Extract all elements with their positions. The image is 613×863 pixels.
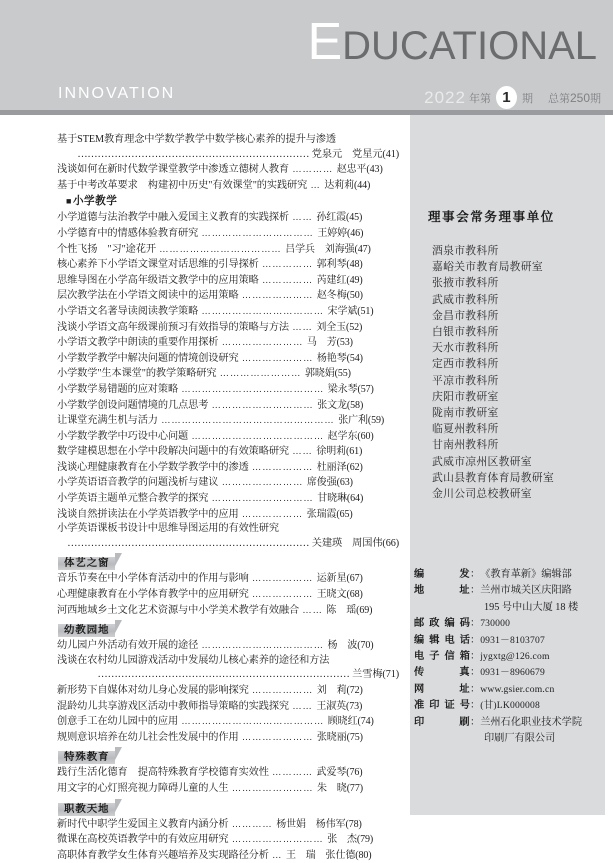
toc-entry-title: 规则意识培养在幼儿社会性发展中的作用 xyxy=(57,731,239,743)
toc-leader-dots: ……………………………… xyxy=(155,243,286,254)
toc-entry-continuation[interactable] xyxy=(57,148,399,163)
toc-leader-dots: …………………………………… xyxy=(178,716,328,727)
imprint-separator: ： xyxy=(470,651,481,663)
imprint-value: (甘)LK000008 xyxy=(480,700,540,712)
toc-entry-author-page: 兰雪梅(71) xyxy=(349,669,399,681)
board-member-list xyxy=(432,243,554,502)
toc-entry-author-page: 刘 莉(72) xyxy=(316,685,363,696)
toc-entry-author-page: 宋学斌(51) xyxy=(327,305,374,317)
toc-entry[interactable] xyxy=(57,273,399,289)
toc-entry-title: 数学建模思想在小学中段解决问题中的有效策略研究 xyxy=(57,446,290,458)
toc-entry-title: 小学英语语音教学的问题浅析与建议 xyxy=(57,477,219,489)
toc-entry[interactable] xyxy=(57,832,399,848)
toc-entry[interactable] xyxy=(57,210,399,226)
toc-entry-author-page: 张晓丽(75) xyxy=(316,731,363,743)
toc-entry-author-page: 运新星(67) xyxy=(316,573,363,585)
toc-entry-title: 浅谈心理健康教育在小学数学教学中的渗透 xyxy=(57,461,249,473)
banner-tail-icon xyxy=(115,620,122,633)
toc-entry-title: 高职体育教学女生体育兴趣培养及实现路径分析 xyxy=(57,849,269,861)
toc-leader-dots: ………… xyxy=(228,818,277,829)
imprint-separator: ： xyxy=(470,716,481,728)
toc-entry-title: 小学语文名著导读阅读教学策略 xyxy=(57,305,199,317)
toc-entry-author-page: 马 芳(53) xyxy=(306,337,353,349)
imprint-separator: ： xyxy=(470,700,481,712)
imprint-separator: ： xyxy=(470,683,481,695)
board-member: 酒泉市教科所 xyxy=(432,245,499,257)
toc-entry-title: 新时代中职学生爱国主义教育内涵分析 xyxy=(57,818,229,830)
toc-leader-dots: …………… xyxy=(258,274,317,285)
toc-leader-dots: ………… xyxy=(268,767,317,778)
issue-year-suffix: 年第 xyxy=(468,92,491,105)
imprint-label: 编 发 xyxy=(414,569,470,580)
toc-entry-title: 思维导图在小学高年级语文教学中的应用策略 xyxy=(57,274,259,286)
toc-entry-author-page: 赵冬梅(50) xyxy=(316,290,363,302)
imprint-separator: ： xyxy=(470,667,481,679)
journal-title-rest: DUCATIONAL xyxy=(342,24,597,68)
issue-year: 2022 xyxy=(424,87,466,107)
board-member: 平凉市教科所 xyxy=(432,374,499,387)
toc-entry-title: 创意手工在幼儿园中的应用 xyxy=(57,716,179,728)
toc-entry[interactable] xyxy=(57,226,399,242)
toc-entry[interactable] xyxy=(57,162,399,178)
toc-entry-author-page: 赵忠平(43) xyxy=(336,164,383,176)
toc-entry-title: 小学数学易错题的应对策略 xyxy=(57,383,179,395)
toc-entry-author-page: 杜丽泽(62) xyxy=(316,461,363,473)
imprint-row xyxy=(414,665,604,681)
toc-entry-author-page: 陈 瑶(69) xyxy=(326,604,373,616)
imprint-block xyxy=(414,567,604,747)
section-banner-row xyxy=(57,618,399,638)
toc-entry-author-page: 甘晓琳(64) xyxy=(317,493,364,505)
toc-entry-continuation[interactable] xyxy=(57,537,399,552)
section-heading-label: 小学教学 xyxy=(72,196,118,208)
imprint-label: 编辑电话 xyxy=(414,634,470,646)
toc-entry-author-page: 郭利琴(48) xyxy=(316,259,363,271)
toc-entry-author-page: 郭晓娟(55) xyxy=(304,368,351,380)
toc-entry-title: 新形势下自媒体对幼儿身心发展的影响探究 xyxy=(57,685,249,696)
imprint-row xyxy=(414,715,604,731)
section-banner-row xyxy=(57,551,399,571)
toc-leader-dots: …………………… xyxy=(228,782,317,793)
toc-entry-title: 小学英语课板书设计中思维导图运用的有效性研究 xyxy=(57,523,279,535)
toc-entry-author-page: 杨 波(70) xyxy=(327,640,374,652)
toc-entry[interactable] xyxy=(57,366,399,382)
banner-tail-icon xyxy=(115,747,122,760)
imprint-value: 兰州石化职业技术学院 xyxy=(480,716,583,728)
toc-entry[interactable] xyxy=(57,257,399,273)
imprint-separator: ： xyxy=(470,569,481,580)
toc-entry-title: 微课在高校英语教学中的有效应用研究 xyxy=(57,834,229,846)
toc-entry[interactable] xyxy=(57,382,399,398)
toc-entry[interactable] xyxy=(57,765,399,781)
toc-entry[interactable] xyxy=(57,848,399,863)
toc-entry[interactable] xyxy=(57,683,399,699)
imprint-value: 730000 xyxy=(480,618,511,630)
issue-line xyxy=(424,86,601,109)
toc-leader-dots: ……………………… xyxy=(228,834,328,845)
toc-entry-title: 让课堂充满生机与活力 xyxy=(57,415,158,427)
imprint-label: 准印证号 xyxy=(414,700,470,712)
toc-leader-dots: ………………………… xyxy=(208,493,318,504)
toc-leader-dots: ……………………………………………………………… xyxy=(67,537,310,549)
toc-entry-continuation[interactable] xyxy=(57,668,399,683)
toc-leader-dots: ……………… xyxy=(248,573,317,584)
toc-entry[interactable] xyxy=(57,351,399,367)
toc-entry-author-page: 徐明莉(61) xyxy=(316,446,363,458)
toc-entry-title: 幼儿园户外活动有效开展的途径 xyxy=(57,640,199,652)
board-member: 陇南市教研室 xyxy=(432,407,499,420)
toc-entry-title: 混龄幼儿共享游戏区活动中教师指导策略的实践探究 xyxy=(57,700,290,712)
toc-leader-dots: …… xyxy=(289,321,317,332)
toc-entry[interactable] xyxy=(57,507,399,523)
section-banner-label: 特殊教育 xyxy=(58,751,115,764)
board-member: 白银市教科所 xyxy=(432,326,499,339)
toc-entry-title: 浅谈自然拼读法在小学英语教学中的应用 xyxy=(57,508,239,520)
issue-number-badge: 1 xyxy=(496,86,517,109)
imprint-value: 《教育革新》编辑部 xyxy=(480,569,572,580)
imprint-separator: ： xyxy=(470,618,481,630)
section-banner-label: 体艺之窗 xyxy=(58,557,115,570)
imprint-row xyxy=(414,583,604,599)
toc-leader-dots: …………………… xyxy=(218,337,307,348)
toc-entry-author-page: 党泉元 党星元(41) xyxy=(309,148,399,160)
toc-entry-author-page: 孙红霞(45) xyxy=(316,212,363,224)
toc-entry-title: 浅谈在农村幼儿园游戏活动中发展幼儿核心素养的途径和方法 xyxy=(57,654,330,666)
section-banner-row xyxy=(57,797,399,817)
imprint-value-continuation: 195 号中山大厦 18 楼 xyxy=(484,601,579,613)
toc-leader-dots: …… xyxy=(289,446,317,457)
toc-entry[interactable] xyxy=(57,714,399,730)
toc-entry-title: 浅谈如何在新时代数学课堂教学中渗透立德树人教育 xyxy=(57,164,290,176)
toc-entry-author-page: 芮建红(49) xyxy=(316,274,363,286)
toc-entry[interactable] xyxy=(57,522,399,537)
toc-leader-dots: …………………………………… xyxy=(178,383,328,394)
imprint-value: 兰州市城关区庆阳路 xyxy=(480,585,572,597)
toc-entry-title: 核心素养下小学语文课堂对话思维的引导探析 xyxy=(57,259,259,271)
imprint-row xyxy=(414,682,604,698)
board-member: 临夏州教科所 xyxy=(432,423,499,436)
bullet-square-icon: ■ xyxy=(66,196,72,207)
toc-entry-author-page: 顾晓红(74) xyxy=(327,716,374,728)
imprint-value: www.gsier.com.cn xyxy=(480,683,555,695)
toc-entry[interactable] xyxy=(57,491,399,507)
toc-entry-author-page: 赵学东(60) xyxy=(327,430,374,442)
toc-entry[interactable] xyxy=(57,398,399,414)
section-banner xyxy=(58,747,122,764)
toc-leader-dots: …… xyxy=(299,604,327,615)
toc-entry-title: 层次教学法在小学语文阅读中的运用策略 xyxy=(57,290,239,302)
board-member: 金川公司总校教研室 xyxy=(432,488,532,501)
toc-leader-dots: …………………………………………………………… xyxy=(77,148,310,160)
imprint-label: 电子信箱 xyxy=(414,651,470,663)
imprint-row xyxy=(414,698,604,714)
toc-entry[interactable] xyxy=(57,475,399,491)
issue-suffix: 期 xyxy=(521,92,533,105)
imprint-row xyxy=(414,633,604,649)
toc-entry-title: 基于中考改革要求 构建初中历史"有效课堂"的实践研究 xyxy=(57,179,308,191)
toc-entry-author-page: 关建瑛 周国伟(66) xyxy=(309,537,399,549)
toc-entry-author-page: 王婷婷(46) xyxy=(317,227,364,239)
board-member: 金昌市教科所 xyxy=(432,309,499,322)
toc-entry[interactable] xyxy=(57,730,399,746)
toc-entry-title: 心理健康教育在小学体育教学中的应用研究 xyxy=(57,589,249,601)
toc-leader-dots: ……………………………… xyxy=(198,640,328,651)
toc-entry-title: 音乐节奏在中小学体育活动中的作用与影响 xyxy=(57,573,249,585)
toc-entry-author-page: 王 瑞 张仕德(80) xyxy=(285,849,372,861)
toc-entry-author-page: 席俊强(63) xyxy=(306,477,353,489)
imprint-value: jygxtg@126.com xyxy=(480,651,550,663)
toc-entry-title: 个性飞扬 "习"途花开 xyxy=(57,243,156,255)
toc-entry-title: 践行生活化德育 提高特殊教育学校德育实效性 xyxy=(57,767,269,779)
toc-entry[interactable] xyxy=(57,413,399,429)
toc-leader-dots: ……………… xyxy=(248,685,317,695)
toc-leader-dots: …………………… xyxy=(216,368,305,379)
imprint-row xyxy=(414,649,604,665)
banner-tail-icon xyxy=(115,799,122,812)
toc-entry-title: 小学德育中的情感体验教育研究 xyxy=(57,227,199,239)
section-banner xyxy=(58,799,122,815)
toc-entry-title: 小学数学教学中解决问题的情境创设研究 xyxy=(57,352,239,364)
section-banner xyxy=(58,553,122,570)
toc-entry[interactable] xyxy=(57,654,399,669)
toc-entry-author-page: 张广利(59) xyxy=(338,415,385,427)
toc-entry-title: 小学英语主题单元整合教学的探究 xyxy=(57,493,209,505)
toc-entry-author-page: 杨世娟 杨伟军(78) xyxy=(276,818,362,830)
section-banner-row xyxy=(57,745,399,765)
toc-entry[interactable] xyxy=(57,460,399,476)
toc-leader-dots: ……………… xyxy=(238,508,307,519)
toc-entry[interactable] xyxy=(57,288,399,304)
toc-entry-author-page: 梁永琴(57) xyxy=(327,383,374,395)
section-banner-label: 幼教园地 xyxy=(58,624,115,637)
toc-entry-title: 基于STEM教育理念中学数学教学中数学核心素养的提升与渗透 xyxy=(57,134,336,145)
toc-entry[interactable] xyxy=(57,320,399,336)
imprint-row xyxy=(414,567,604,583)
imprint-label: 地 址 xyxy=(414,585,470,597)
toc-entry-title: 小学道德与法治教学中融入爱国主义教育的实践探析 xyxy=(57,212,290,224)
toc-entry[interactable] xyxy=(57,781,399,797)
toc-entry-title: 小学数学创设问题情境的几点思考 xyxy=(57,399,209,411)
imprint-label: 传 真 xyxy=(414,667,470,679)
section-banner xyxy=(58,620,122,637)
imprint-value-continuation: 印刷厂有限公司 xyxy=(484,733,556,745)
toc-entry-author-page: 王晓文(68) xyxy=(316,589,363,601)
toc-leader-dots: ………………………… xyxy=(208,399,318,410)
toc-leader-dots: …… xyxy=(289,212,317,223)
toc-entry-title: 用文字的心灯照亮视力障碍儿童的人生 xyxy=(57,782,229,794)
toc-entry[interactable] xyxy=(57,817,399,833)
toc-leader-dots: ………………… xyxy=(238,290,317,301)
toc-leader-dots: ……………… xyxy=(248,461,317,472)
toc-entry[interactable] xyxy=(57,335,399,351)
total-suffix: 期 xyxy=(590,92,601,105)
total-number: 250 xyxy=(569,90,590,105)
contents-column xyxy=(0,115,408,861)
sidebar-column xyxy=(410,115,605,815)
toc-entry[interactable] xyxy=(57,638,399,654)
toc-leader-dots: ………………………………………………………………… xyxy=(97,669,350,681)
toc-leader-dots: …………………… xyxy=(218,477,307,488)
toc-entry-title: 小学数学"生本课堂"的教学策略研究 xyxy=(57,368,217,380)
toc-entry[interactable] xyxy=(57,444,399,460)
toc-leader-dots: …………………………… xyxy=(198,227,318,238)
toc-leader-dots: ………………… xyxy=(238,352,317,363)
imprint-separator: ： xyxy=(470,634,481,646)
toc-entry-author-page: 张 杰(79) xyxy=(327,834,374,846)
toc-entry[interactable] xyxy=(57,699,399,715)
toc-entry[interactable] xyxy=(57,603,399,619)
board-member: 庆阳市教研室 xyxy=(432,390,499,403)
total-label: 总第 xyxy=(547,92,570,105)
toc-entry[interactable] xyxy=(57,133,399,148)
imprint-separator: ： xyxy=(470,585,481,597)
journal-title xyxy=(0,12,597,72)
toc-leader-dots: ………… xyxy=(289,164,337,175)
total-issue xyxy=(548,90,601,106)
toc-leader-dots: … xyxy=(268,849,286,860)
toc-entry[interactable] xyxy=(57,178,399,194)
toc-entry[interactable] xyxy=(57,429,399,445)
toc-entry-author-page: 王淑英(73) xyxy=(316,700,363,712)
table-of-contents xyxy=(57,133,399,863)
imprint-row xyxy=(414,616,604,632)
imprint-label: 网 址 xyxy=(414,683,470,695)
toc-leader-dots: …………………………………………… xyxy=(157,415,339,426)
toc-entry-author-page: 张文龙(58) xyxy=(317,399,364,411)
toc-entry[interactable] xyxy=(57,587,399,603)
toc-leader-dots: …………… xyxy=(258,259,317,270)
toc-entry-author-page: 武爱琴(76) xyxy=(316,767,363,779)
banner-tail-icon xyxy=(115,553,122,566)
journal-title-initial: E xyxy=(307,13,343,71)
toc-entry-author-page: 刘全玉(52) xyxy=(316,321,363,333)
toc-leader-dots: … xyxy=(307,179,325,190)
board-member: 张掖市教科所 xyxy=(432,277,499,290)
toc-entry-author-page: 达莉莉(44) xyxy=(324,179,371,191)
board-member: 嘉峪关市教育局教研室 xyxy=(432,261,543,274)
toc-leader-dots: ……………… xyxy=(248,589,317,600)
toc-entry[interactable] xyxy=(57,242,399,258)
toc-leader-dots: ………………………………… xyxy=(188,430,328,441)
section-banner-label: 职教天地 xyxy=(58,803,115,816)
section-heading xyxy=(57,193,399,210)
imprint-value: 0931－8960679 xyxy=(480,667,545,679)
board-member: 甘南州教科所 xyxy=(432,439,499,452)
board-member: 武山县教育体育局教研室 xyxy=(432,471,555,484)
journal-subtitle: INNOVATION xyxy=(58,85,176,102)
toc-entry-title: 小学数学教学中巧设中心问题 xyxy=(57,430,189,442)
toc-entry-title: 河西地域乡土文化艺术资源与中小学美术教学有效融合 xyxy=(57,604,300,616)
toc-leader-dots: ………………… xyxy=(238,731,317,742)
toc-entry-title: 小学语文教学中朗读的重要作用探析 xyxy=(57,337,219,349)
imprint-value: 0931－8103707 xyxy=(480,634,545,646)
masthead xyxy=(0,0,613,110)
imprint-label: 印 刷 xyxy=(414,716,470,728)
board-member: 天水市教科所 xyxy=(432,342,499,355)
board-member: 武威市教科所 xyxy=(432,293,499,306)
toc-entry-author-page: 吕学兵 刘海强(47) xyxy=(285,243,371,255)
board-member: 武威市凉州区教研室 xyxy=(432,455,532,468)
toc-entry-title: 浅谈小学语文高年级课前预习有效指导的策略与方法 xyxy=(57,321,290,333)
toc-leader-dots: …… xyxy=(289,700,317,711)
toc-entry[interactable] xyxy=(57,304,399,320)
toc-entry-author-page: 张瑞霞(65) xyxy=(306,508,353,520)
toc-entry[interactable] xyxy=(57,571,399,587)
imprint-label: 邮政编码 xyxy=(414,618,470,630)
toc-entry-author-page: 杨艳琴(54) xyxy=(316,352,363,364)
toc-leader-dots: ……………………………… xyxy=(198,305,328,316)
toc-entry-author-page: 朱 晓(77) xyxy=(317,782,363,794)
board-member: 定西市教科所 xyxy=(432,358,499,371)
board-title: 理事会常务理事单位 xyxy=(428,210,555,224)
